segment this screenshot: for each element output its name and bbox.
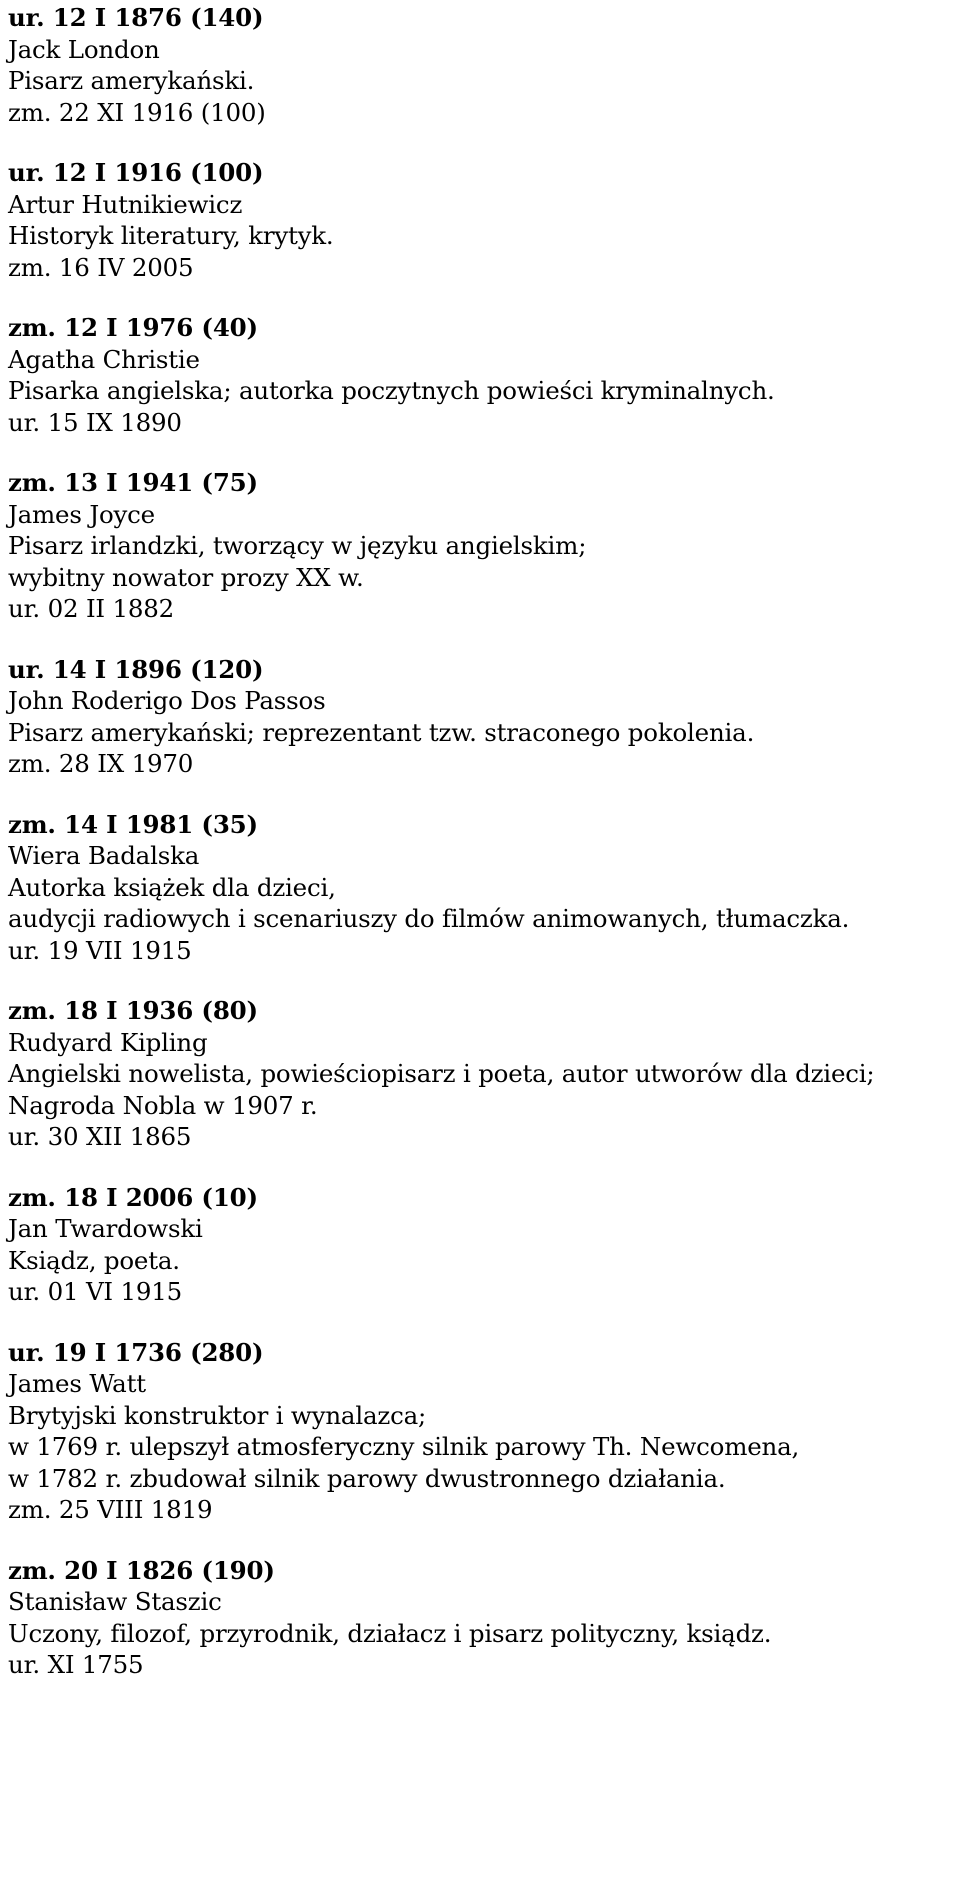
person-description: Historyk literatury, krytyk. bbox=[8, 221, 334, 250]
anniversary-entry bbox=[8, 995, 953, 1153]
anniversary-entry bbox=[8, 157, 953, 283]
person-name: Jack London bbox=[8, 34, 160, 64]
other-date: ur. XI 1755 bbox=[8, 1650, 144, 1679]
entry-date-heading: zm. 18 I 2006 (10) bbox=[8, 1182, 258, 1212]
other-date: ur. 15 IX 1890 bbox=[8, 407, 182, 437]
person-name: John Roderigo Dos Passos bbox=[8, 686, 326, 715]
person-description: Autorka książek dla dzieci, bbox=[8, 872, 336, 902]
other-date: zm. 22 XI 1916 (100) bbox=[8, 97, 266, 127]
person-description: Pisarka angielska; autorka poczytnych powieści kryminalnych. bbox=[8, 376, 775, 405]
entry-date-heading: ur. 14 I 1896 (120) bbox=[8, 654, 264, 684]
person-description: Pisarz amerykański; reprezentant tzw. straconego pokolenia. bbox=[8, 717, 755, 747]
anniversary-entry bbox=[8, 2, 953, 128]
person-description: Pisarz amerykański. bbox=[8, 66, 255, 95]
person-name: Rudyard Kipling bbox=[8, 1027, 208, 1057]
person-name: Agatha Christie bbox=[8, 344, 200, 374]
anniversary-entry bbox=[8, 809, 953, 967]
anniversary-entry bbox=[8, 654, 953, 780]
entry-date-heading: zm. 12 I 1976 (40) bbox=[8, 313, 258, 342]
anniversary-list bbox=[8, 2, 953, 1710]
entry-date-heading: zm. 14 I 1981 (35) bbox=[8, 809, 258, 839]
person-name: Stanisław Staszic bbox=[8, 1587, 222, 1616]
other-date: zm. 25 VIII 1819 bbox=[8, 1495, 213, 1524]
anniversary-entry bbox=[8, 1555, 953, 1681]
other-date: ur. 02 II 1882 bbox=[8, 594, 175, 623]
other-date: ur. 19 VII 1915 bbox=[8, 935, 192, 965]
person-description: Pisarz irlandzki, tworzący w języku angielskim; bbox=[8, 531, 587, 560]
person-description: Ksiądz, poeta. bbox=[8, 1245, 180, 1275]
person-description: w 1782 r. zbudował silnik parowy dwustronnego działania. bbox=[8, 1463, 726, 1493]
anniversary-entry bbox=[8, 467, 953, 625]
other-date: ur. 30 XII 1865 bbox=[8, 1122, 192, 1151]
entry-date-heading: zm. 20 I 1826 (190) bbox=[8, 1555, 275, 1585]
entry-date-heading: ur. 12 I 1916 (100) bbox=[8, 158, 264, 187]
person-name: James Watt bbox=[8, 1369, 146, 1398]
anniversary-entry bbox=[8, 1337, 953, 1526]
person-name: Artur Hutnikiewicz bbox=[8, 189, 243, 219]
person-description: Angielski nowelista, powieściopisarz i poeta, autor utworów dla dzieci; bbox=[8, 1059, 875, 1088]
other-date: zm. 28 IX 1970 bbox=[8, 749, 194, 778]
entry-date-heading: zm. 18 I 1936 (80) bbox=[8, 996, 258, 1025]
person-description: w 1769 r. ulepszył atmosferyczny silnik parowy Th. Newcomena, bbox=[8, 1432, 800, 1461]
person-description: wybitny nowator prozy XX w. bbox=[8, 562, 364, 592]
person-name: James Joyce bbox=[8, 499, 155, 529]
entry-date-heading: ur. 19 I 1736 (280) bbox=[8, 1337, 264, 1367]
other-date: zm. 16 IV 2005 bbox=[8, 252, 194, 282]
anniversary-entry bbox=[8, 1182, 953, 1308]
person-name: Wiera Badalska bbox=[8, 841, 200, 870]
entry-date-heading: ur. 12 I 1876 (140) bbox=[8, 3, 264, 32]
person-description: audycji radiowych i scenariuszy do filmów animowanych, tłumaczka. bbox=[8, 904, 850, 933]
person-description: Uczony, filozof, przyrodnik, działacz i pisarz polityczny, ksiądz. bbox=[8, 1618, 772, 1648]
person-name: Jan Twardowski bbox=[8, 1214, 203, 1243]
person-description: Nagroda Nobla w 1907 r. bbox=[8, 1090, 318, 1120]
anniversary-entry bbox=[8, 312, 953, 438]
entry-date-heading: zm. 13 I 1941 (75) bbox=[8, 468, 258, 497]
other-date: ur. 01 VI 1915 bbox=[8, 1277, 183, 1306]
person-description: Brytyjski konstruktor i wynalazca; bbox=[8, 1400, 427, 1430]
